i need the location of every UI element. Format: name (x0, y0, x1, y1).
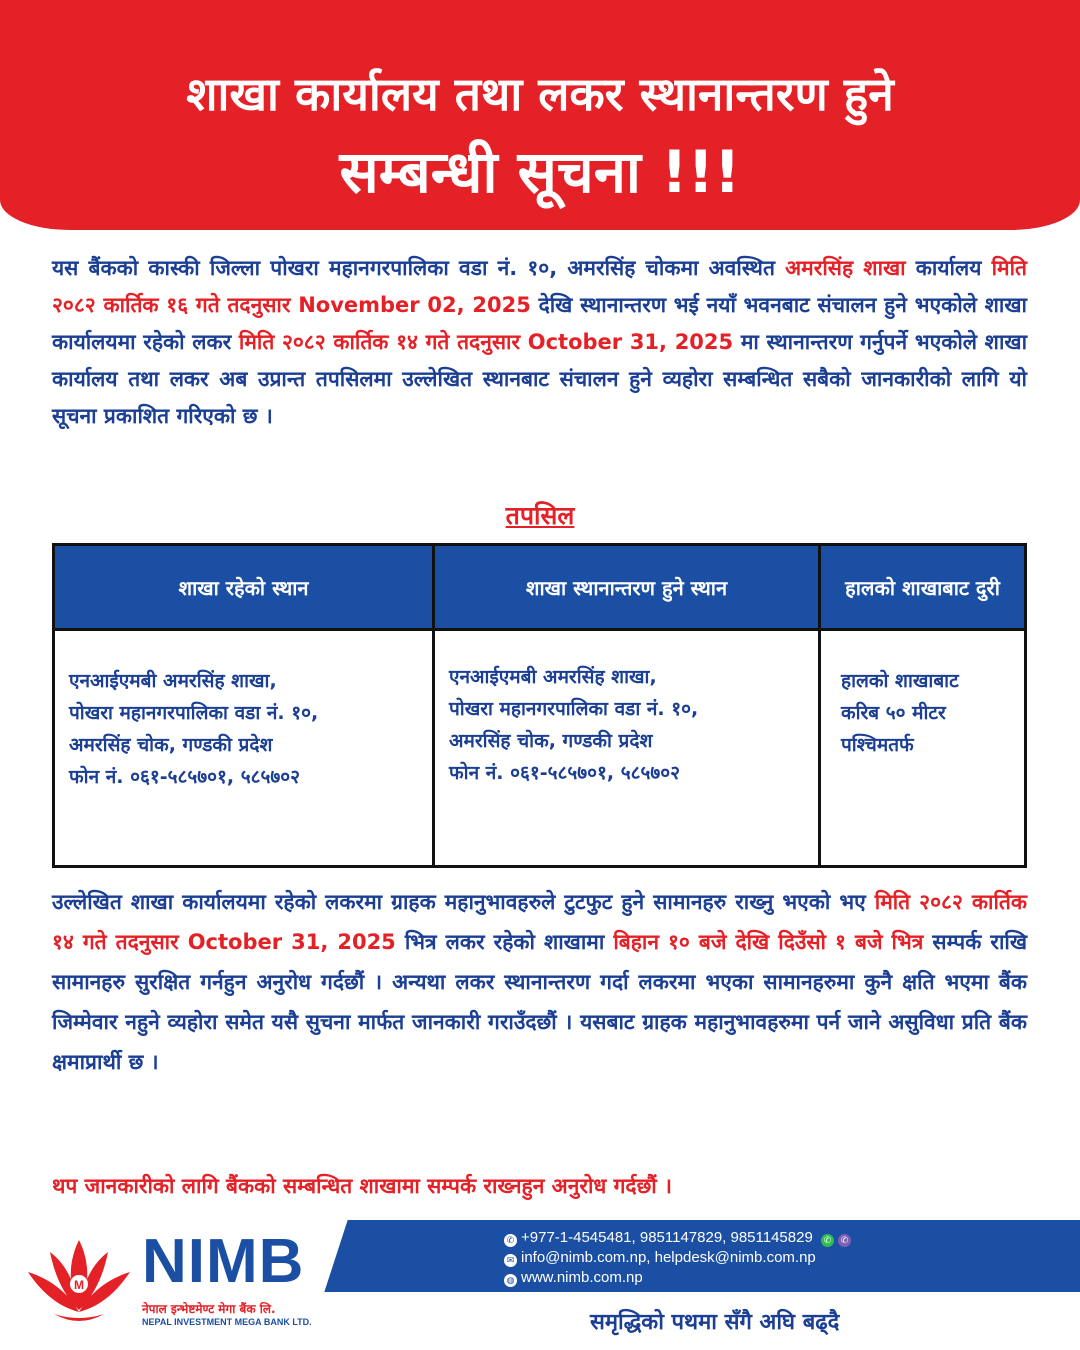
notice-header (0, 0, 1080, 230)
header-current-location: शाखा रहेको स्थान (54, 545, 434, 630)
nimb-brand-english: NEPAL INVESTMENT MEGA BANK LTD. (142, 1317, 312, 1327)
notice-text: सम्पर्क राखि सामानहरु सुरक्षित गर्नहुन अनुरोध गर्दछौं । अन्यथा लकर स्थानान्तरण गर्दा लकरमा भएका सामानहरुमा कुनै क्षति भएमा बैंक जिम्मेवार नहुने व्यहोरा समेत यसै सुचना मार्फत जानकारी गराउँदछौं । यसबाट ग्राहक महानुभावहरुमा पर्न जाने असुविधा प्रति बैंक क्षमाप्रार्थी छ । (52, 930, 1028, 1074)
whatsapp-icon: ✆ (821, 1234, 834, 1247)
contact-phone (504, 1229, 855, 1247)
intro-office-date: मिति २०८२ कार्तिक १६ गते तदनुसार November 02, 2025 (52, 256, 1028, 317)
header-distance: हालको शाखाबाट दुरी (820, 545, 1026, 630)
current-location-cell (54, 630, 434, 867)
cell-line: पोखरा महानगरपालिका वडा नं. १०, (449, 698, 699, 720)
email-icon: ✉ (504, 1254, 517, 1267)
notice-text: उल्लेखित शाखा कार्यालयमा रहेको लकरमा ग्राहक महानुभावहरुले टुटफुट हुने सामानहरु राख्नु भएको भए (52, 890, 875, 914)
cell-line: हालको शाखाबाट (841, 670, 959, 692)
notice-deadline: मिति २०८२ कार्तिक १४ गते तदनुसार October 31, 2025 (52, 890, 1027, 954)
notice-text: भित्र लकर रहेको शाखामा (395, 930, 614, 954)
globe-icon: ◍ (504, 1274, 517, 1287)
intro-text: यस बैंकको कास्की जिल्ला पोखरा महानगरपालिका वडा नं. १०, अमरसिंह चोकमा अवस्थित (52, 256, 786, 280)
cell-line: अमरसिंह चोक, गण्डकी प्रदेश (449, 730, 653, 752)
closing-line: थप जानकारीको लागि बैंकको सम्बन्धित शाखामा सम्पर्क राख्नहुन अनुरोध गर्दछौं । (52, 1174, 673, 1198)
intro-paragraph (52, 250, 1027, 435)
nimb-lotus-logo-icon (24, 1232, 134, 1332)
cell-line: पोखरा महानगरपालिका वडा नं. १०, (69, 702, 319, 724)
cell-line: एनआईएमबी अमरसिंह शाखा, (449, 666, 657, 688)
contact-email (504, 1249, 816, 1267)
locker-notice-paragraph (52, 882, 1027, 1082)
intro-branch-name: अमरसिंह शाखा (785, 256, 906, 280)
new-location-cell (434, 630, 820, 867)
table-header-row (54, 545, 1026, 630)
cell-line: करिब ५० मीटर (841, 702, 946, 724)
tapsil-heading: तपसिल (505, 501, 575, 530)
header-title-line1: शाखा कार्यालय तथा लकर स्थानान्तरण हुने (186, 67, 894, 121)
nimb-brand-name: NIMB (142, 1227, 305, 1296)
intro-text: मा स्थानान्तरण गर्नुपर्ने भएकोले शाखा कार्यालय तथा लकर अब उप्रान्त तपसिलमा उल्लेखित स्थानबाट संचालन हुने व्यहोरा सम्बन्धित सबैको जानकारीको लागि यो सूचना प्रकाशित गरिएको छ । (52, 330, 1028, 428)
cell-line: अमरसिंह चोक, गण्डकी प्रदेश (69, 734, 273, 756)
distance-cell (820, 630, 1026, 867)
cell-line: पश्चिमतर्फ (841, 734, 914, 756)
phone-numbers[interactable]: +977-1-4545481, 9851147829, 9851145829 (521, 1229, 813, 1246)
notice-hours: बिहान १० बजे देखि दिउँसो १ बजे भित्र (613, 930, 924, 954)
phone-icon: ✆ (504, 1234, 517, 1247)
email-addresses[interactable]: info@nimb.com.np, helpdesk@nimb.com.np (521, 1249, 816, 1266)
branch-table (52, 543, 1027, 868)
cell-line: फोन नं. ०६१-५८५७०१, ५८५७०२ (69, 766, 301, 788)
bank-slogan: समृद्धिको पथमा सँगै अघि बढ्दै (590, 1310, 840, 1335)
contact-web (504, 1269, 643, 1287)
header-new-location: शाखा स्थानान्तरण हुने स्थान (434, 545, 820, 630)
website-link[interactable]: www.nimb.com.np (521, 1269, 643, 1286)
table-row (54, 630, 1026, 867)
viber-icon: ✆ (838, 1234, 851, 1247)
intro-locker-date: मिति २०८२ कार्तिक १४ गते तदनुसार October 31, 2025 (238, 330, 734, 354)
cell-line: फोन नं. ०६१-५८५७०१, ५८५७०२ (449, 762, 681, 784)
cell-line: एनआईएमबी अमरसिंह शाखा, (69, 670, 277, 692)
header-title-line2: सम्बन्धी सूचना !!! (339, 138, 741, 206)
svg-text:M: M (74, 1278, 84, 1292)
nimb-brand-nepali: नेपाल इन्भेष्टमेण्ट मेगा बैंक लि. (142, 1302, 276, 1316)
intro-text: कार्यालय (905, 256, 992, 280)
intro-text: देखि स्थानान्तरण भई नयाँ भवनबाट संचालन हुने भएकोले शाखा कार्यालयमा रहेको लकर (52, 293, 1027, 354)
